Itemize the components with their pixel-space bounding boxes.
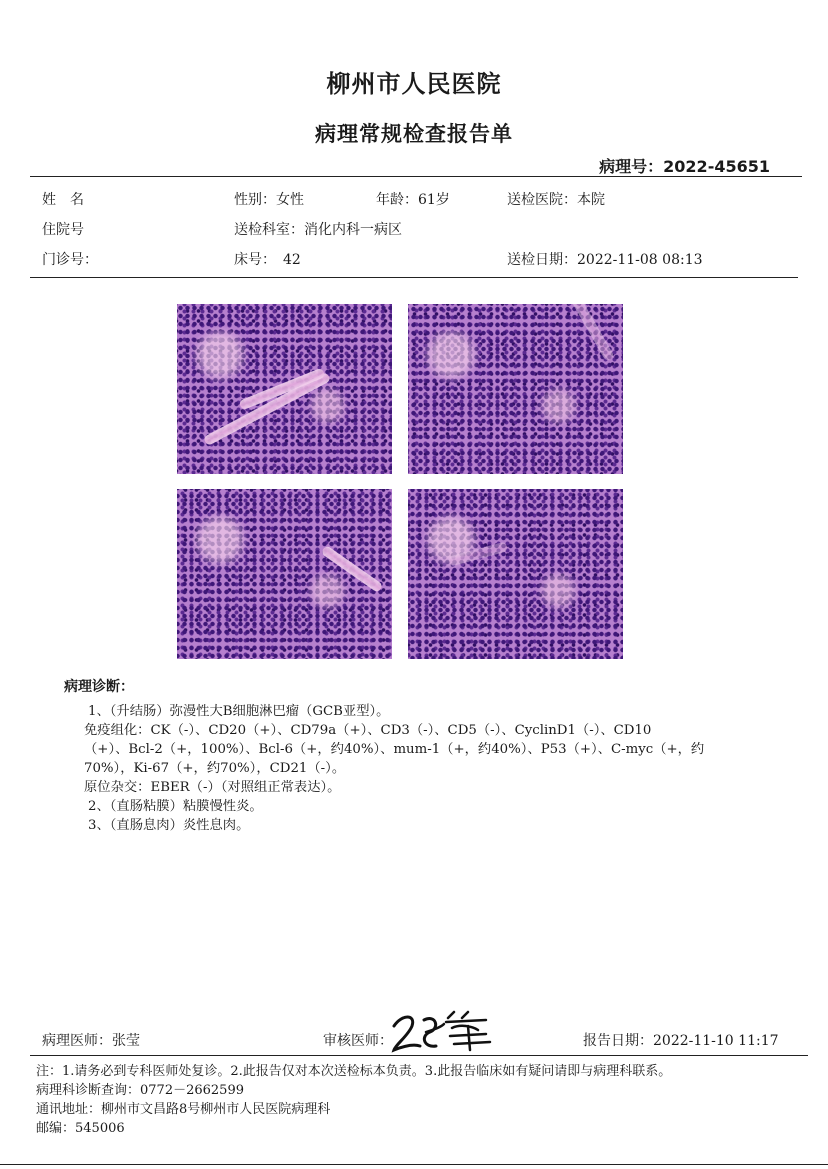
bed-number: 床号： 42 xyxy=(234,252,301,268)
diagnosis-line: 70%），Ki-67（+，约70%），CD21（-）。 xyxy=(84,761,346,776)
note-line: 通讯地址：柳州市文昌路8号柳州市人民医院病理科 xyxy=(36,1102,331,1117)
note-line: 注：1.请务必到专科医师处复诊。2.此报告仅对本次送检标本负责。3.此报告临床如有疑问请即与病理科联系。 xyxy=(36,1064,672,1079)
footer-divider xyxy=(30,1055,808,1056)
diagnosis-line: 原位杂交：EBER（-）（对照组正常表达）。 xyxy=(84,780,341,795)
micrograph-image xyxy=(408,489,623,659)
micrograph-image xyxy=(408,304,623,474)
info-divider xyxy=(30,277,798,278)
note-line: 邮编：545006 xyxy=(36,1121,125,1136)
micrograph-image xyxy=(177,304,392,474)
diagnosis-line: 3、（直肠息肉）炎性息肉。 xyxy=(88,818,250,833)
patient-gender: 性别：女性 xyxy=(234,192,304,208)
inpatient-number: 住院号 xyxy=(42,222,84,238)
submitting-hospital: 送检医院：本院 xyxy=(507,192,605,208)
diagnosis-label: 病理诊断： xyxy=(64,679,134,695)
diagnosis-line: 2、（直肠粘膜）粘膜慢性炎。 xyxy=(88,799,263,814)
header-divider xyxy=(30,176,802,177)
note-line: 病理科诊断查询：0772－2662599 xyxy=(36,1083,244,1098)
diagnosis-line: （+）、Bcl-2（+，100%）、Bcl-6（+，约40%）、mum-1（+，约40%）、P53（+）、C-myc（+，约 xyxy=(84,742,705,757)
diagnosis-line: 免疫组化：CK（-）、CD20（+）、CD79a（+）、CD3（-）、CD5（-）、CyclinD1（-）、CD10 xyxy=(84,723,652,738)
bottom-border xyxy=(0,1164,828,1165)
reviewer-label: 审核医师： xyxy=(323,1033,393,1049)
report-date: 报告日期：2022-11-10 11:17 xyxy=(583,1033,779,1049)
reviewer-signature xyxy=(390,1006,500,1054)
outpatient-number: 门诊号： xyxy=(42,252,98,268)
submission-date: 送检日期：2022-11-08 08:13 xyxy=(507,252,703,268)
submitting-department: 送检科室：消化内科一病区 xyxy=(234,222,402,238)
diagnosis-text xyxy=(84,702,800,835)
patient-name-label: 姓 名 xyxy=(42,192,84,208)
hospital-name: 柳州市人民医院 xyxy=(326,70,502,98)
report-notes xyxy=(36,1062,671,1138)
pathology-number: 病理号：2022-45651 xyxy=(599,157,770,176)
micrograph-grid xyxy=(177,304,623,659)
patient-age: 年龄：61岁 xyxy=(376,192,450,208)
pathologist: 病理医师：张莹 xyxy=(42,1033,140,1049)
micrograph-image xyxy=(177,489,392,659)
diagnosis-line: 1、（升结肠）弥漫性大B细胞淋巴瘤（GCB亚型）。 xyxy=(88,704,390,719)
report-title: 病理常规检查报告单 xyxy=(315,122,513,146)
